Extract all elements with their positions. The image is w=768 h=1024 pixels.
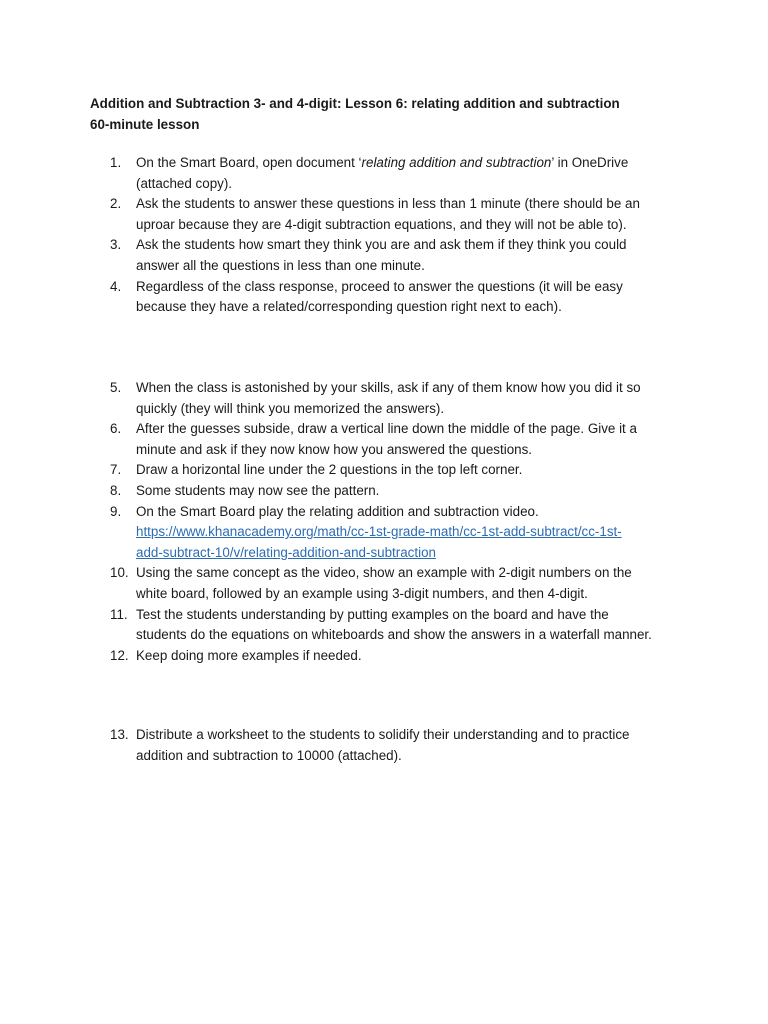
step-number: 13. bbox=[110, 727, 129, 742]
steps-group-3 bbox=[0, 725, 768, 766]
step-number: 6. bbox=[110, 421, 122, 437]
list-item-step-3 bbox=[0, 235, 768, 276]
step-text-line: students do the equations on whiteboards and show the answers in a waterfall manner. bbox=[136, 627, 652, 643]
lesson-title: Addition and Subtraction 3- and 4-digit: Lesson 6: relating addition and subtraction bbox=[90, 96, 620, 111]
list-item-step-5 bbox=[0, 378, 768, 419]
list-item-step-2 bbox=[0, 194, 768, 235]
step-text-line: Test the students understanding by putting examples on the board and have the bbox=[136, 606, 609, 622]
step-text-line: Regardless of the class response, proceed to answer the questions (it will be easy bbox=[136, 278, 623, 294]
step-text-line: Draw a horizontal line under the 2 questions in the top left corner. bbox=[136, 462, 523, 478]
document-name: relating addition and subtraction bbox=[361, 155, 552, 170]
step-number: 10. bbox=[110, 565, 129, 581]
list-item-step-4 bbox=[0, 277, 768, 318]
step-text-line: Ask the students to answer these questions in less than 1 minute (there should be an bbox=[136, 196, 640, 212]
step-text-line: uproar because they are 4-digit subtraction equations, and they will not be able to). bbox=[136, 216, 627, 232]
list-item-step-8 bbox=[0, 481, 768, 502]
step-text-line: minute and ask if they now know how you answered the questions. bbox=[136, 441, 532, 457]
list-item-step-13 bbox=[0, 725, 768, 766]
step-text-line bbox=[136, 153, 698, 174]
step-number: 2. bbox=[110, 196, 122, 212]
step-text: On the Smart Board, open document ‘ bbox=[136, 155, 362, 170]
list-item-step-1 bbox=[0, 153, 768, 194]
step-text-line: Some students may now see the pattern. bbox=[136, 482, 380, 498]
step-text-line: because they have a related/corresponding question right next to each). bbox=[136, 299, 562, 315]
step-text-line: white board, followed by an example using 3-digit numbers, and then 4-digit. bbox=[136, 585, 588, 601]
step-text-line: quickly (they will think you memorized the answers). bbox=[136, 400, 445, 416]
video-link-continued[interactable]: add-subtract-10/v/relating-addition-and-subtraction bbox=[136, 544, 436, 560]
step-number: 1. bbox=[110, 155, 122, 170]
step-number: 5. bbox=[110, 380, 122, 395]
step-text-line: On the Smart Board play the relating addition and subtraction video. bbox=[136, 503, 539, 519]
list-item-step-11 bbox=[0, 605, 768, 646]
steps-group-2 bbox=[0, 378, 768, 666]
step-number: 8. bbox=[110, 482, 122, 498]
step-number: 12. bbox=[110, 647, 129, 663]
lesson-header bbox=[90, 94, 620, 135]
step-number: 4. bbox=[110, 278, 122, 294]
step-text-line: Distribute a worksheet to the students to solidify their understanding and to practice bbox=[136, 727, 630, 742]
step-text-line: answer all the questions in less than one minute. bbox=[136, 257, 425, 273]
lesson-duration: 60-minute lesson bbox=[90, 116, 200, 132]
step-number: 7. bbox=[110, 462, 122, 478]
step-number: 3. bbox=[110, 237, 122, 253]
list-item-step-12 bbox=[0, 646, 768, 667]
step-text-line: Using the same concept as the video, show an example with 2-digit numbers on the bbox=[136, 565, 632, 581]
step-number: 9. bbox=[110, 503, 122, 519]
step-text-line: (attached copy). bbox=[136, 175, 233, 191]
step-text-line: Ask the students how smart they think you are and ask them if they think you could bbox=[136, 237, 627, 253]
step-text-line: Keep doing more examples if needed. bbox=[136, 647, 362, 663]
step-text: ’ in OneDrive bbox=[551, 155, 629, 170]
step-text-line: When the class is astonished by your skills, ask if any of them know how you did it so bbox=[136, 380, 641, 395]
list-item-step-6 bbox=[0, 419, 768, 460]
list-item-step-10 bbox=[0, 563, 768, 604]
video-link[interactable]: https://www.khanacademy.org/math/cc-1st-grade-math/cc-1st-add-subtract/cc-1st- bbox=[136, 524, 622, 540]
list-item-step-9 bbox=[0, 502, 768, 564]
step-text-line: After the guesses subside, draw a vertical line down the middle of the page. Give it a bbox=[136, 421, 637, 437]
list-item-step-7 bbox=[0, 460, 768, 481]
steps-group-1 bbox=[0, 153, 768, 318]
step-number: 11. bbox=[110, 606, 128, 622]
step-text-line: addition and subtraction to 10000 (attached). bbox=[136, 747, 402, 763]
